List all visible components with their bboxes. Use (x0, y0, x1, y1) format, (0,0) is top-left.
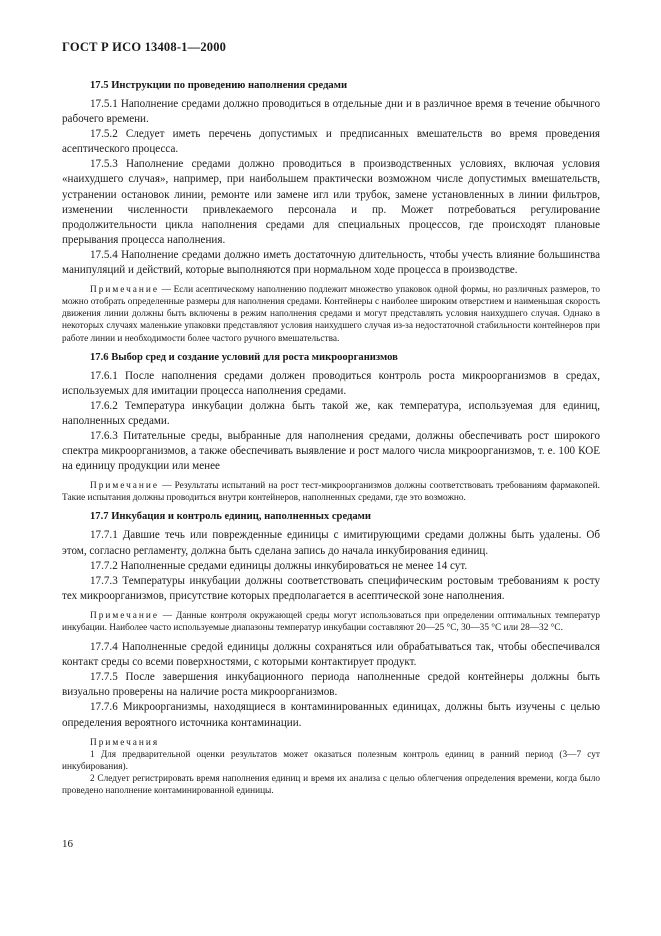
note-text: — Результаты испытаний на рост тест-микроорганизмов должны соответствовать требованиям фармакопей. Такие испытания должны проводиться внутри контейнеров, наполненных средами, где это возможно. (62, 481, 600, 504)
paragraph-17-7-3: 17.7.3 Температуры инкубации должны соответствовать специфическим ростовым требованиям к росту тех микроорганизмов, присутствие которых предполагается в асептической зоне наполнения. (62, 574, 600, 602)
note-text: — Данные контроля окружающей среды могут использоваться при определении оптимальных температур инкубации. Наиболее часто используемые диапазоны температур инкубации составляют 20—25 °С, 30—35 °С или 28—32 °С. (62, 610, 600, 633)
note-label: Примечание (90, 481, 159, 492)
note-text: — Если асептическому наполнению подлежит множество упаковок одной формы, но различных размеров, то можно отобрать определенные размеры для наполнения средами. Контейнеры с наиболее широким отверстием и наименьшая скорость движения линии должны быть включены в режим наполнения средами и могут представлять условия наихудшего случая. Однако в некоторых случаях маленькие упаковки представляют условия наихудшего случая из-за недостаточной стабильности контейнеров при работе линии и необходимости более частого ручного вмешательства. (62, 285, 600, 344)
paragraph-17-6-2: 17.6.2 Температура инкубации должна быть такой же, как температура, используемая для единиц, наполненных средами. (62, 399, 600, 427)
paragraph-17-7-6: 17.7.6 Микроорганизмы, находящиеся в контаминированных единицах, должны быть изучены с целью определения вероятного источника контаминации. (62, 701, 600, 729)
document-code-header: ГОСТ Р ИСО 13408-1—2000 (62, 40, 227, 54)
section-title-17-6: 17.6 Выбор сред и создание условий для роста микроорганизмов (90, 351, 398, 363)
note-17-6 (62, 480, 600, 504)
note-17-5 (62, 284, 600, 344)
paragraph-17-7-1: 17.7.1 Давшие течь или поврежденные единицы с имитирующими средами должны быть удалены. Об этом, согласно регламенту, должна быть сделана запись до начала инкубирования единиц. (62, 529, 600, 557)
page-number: 16 (62, 838, 73, 850)
paragraph-17-7-5: 17.7.5 После завершения инкубационного периода наполненные средой контейнеры должны быть визуально проверены на наличие роста микроорганизмов. (62, 671, 600, 699)
notes-heading: Примечания (90, 737, 160, 748)
note-label: Примечание (90, 610, 159, 621)
note-17-7 (62, 610, 600, 634)
paragraph-17-6-1: 17.6.1 После наполнения средами должен проводиться контроль роста микроорганизмов в средах, используемых для имитации процесса наполнения средами. (62, 369, 600, 397)
paragraph-17-5-4: 17.5.4 Наполнение средами должно иметь достаточную длительность, чтобы учесть влияние большинства манипуляций и действий, которые выполняются при нормальном ходе процесса в производстве. (62, 248, 600, 277)
section-title-17-7: 17.7 Инкубация и контроль единиц, наполненных средами (90, 511, 371, 523)
paragraph-17-7-4: 17.7.4 Наполненные средой единицы должны сохраняться или обрабатываться так, чтобы обеспечивался контакт среды со всеми поверхностями, с которыми контактирует продукт. (62, 641, 600, 669)
paragraph-17-5-2: 17.5.2 Следует иметь перечень допустимых и предписанных вмешательств во время проведения асептического процесса. (62, 128, 600, 156)
paragraph-17-5-3: 17.5.3 Наполнение средами должно проводиться в производственных условиях, включая условия «наихудшего случая», например, при наибольшем практически возможном числе допустимых вмешательств, устранении остановок линии, ремонте или замене игл или трубок, замене установленных в линии фильтров, изменении численности привлекаемого персонала и пр. Может потребоваться регулирование продолжительности цикла наполнения средами для специальных процессов, где происходят плановые прерывания процесса наполнения. (62, 158, 600, 246)
paragraph-17-6-3: 17.6.3 Питательные среды, выбранные для наполнения средами, должны обеспечивать рост широкого спектра микроорганизмов, а также обеспечивать выявление и рост малого числа микроорганизмов, т. е. 100 КОЕ на единицу продукции или менее (62, 429, 600, 473)
document-page (62, 40, 600, 797)
note-item-2: 2 Следует регистрировать время наполнения единиц и время их анализа с целью облегчения определения времени, когда было проведено наполнение контаминированной единицы. (62, 773, 600, 797)
notes-block (62, 737, 600, 797)
note-item-1: 1 Для предварительной оценки результатов может оказаться полезным контроль единиц в ранний период (3—7 сут инкубирования). (62, 749, 600, 772)
note-label: Примечание (90, 285, 159, 296)
paragraph-17-5-1: 17.5.1 Наполнение средами должно проводиться в отдельные дни и в различное время в течение обычного рабочего времени. (62, 98, 600, 126)
section-title-17-5: 17.5 Инструкции по проведению наполнения средами (90, 80, 348, 91)
paragraph-17-7-2: 17.7.2 Наполненные средами единицы должны инкубироваться не менее 14 сут. (90, 559, 468, 572)
